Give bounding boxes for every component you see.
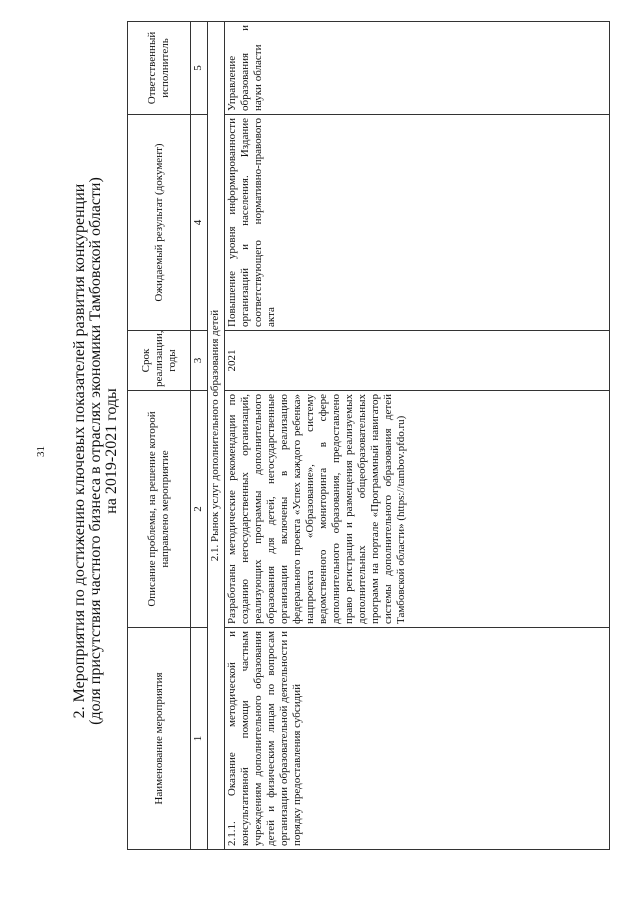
section-title: 2.1. Рынок услуг дополнительного образования детей xyxy=(208,22,225,850)
document-title xyxy=(72,26,120,876)
term-cell: 2021 xyxy=(225,331,610,391)
page-number: 31 xyxy=(35,446,47,457)
title-line-2: (доля присутствия частного бизнеса в отраслях экономики Тамбовской области) xyxy=(87,177,104,725)
header-name: Наименование мероприятия xyxy=(128,628,191,850)
header-problem: Описание проблемы, на решение которой направлено мероприятие xyxy=(128,391,191,628)
column-numbers-row xyxy=(191,22,208,850)
measure-name-cell: 2.1.1. Оказание методической и консультативной помощи частным учреждениям дополнительного образования детей и физическим лицам по вопросам организации образовательной деятельности и порядку предоставления субсидий xyxy=(225,628,610,850)
title-line-1: 2. Мероприятия по достижению ключевых показателей развития конкуренции xyxy=(71,183,88,719)
column-number: 2 xyxy=(191,391,208,628)
measures-table xyxy=(127,21,610,850)
expected-result-cell: Повышение уровня информированности организаций и населения. Издание соответствующего нормативно-правового акта xyxy=(225,115,610,331)
column-number: 3 xyxy=(191,331,208,391)
column-number: 5 xyxy=(191,22,208,115)
header-executor: Ответственный исполнитель xyxy=(128,22,191,115)
table-row xyxy=(225,22,610,850)
header-result: Ожидаемый результат (документ) xyxy=(128,115,191,331)
section-row xyxy=(208,22,225,850)
rotated-page-content xyxy=(72,26,607,876)
problem-description-cell: Разработаны методические рекомендации по созданию негосударственных организаций, реализующих программы дополнительного образования для детей, негосударственные организации включены в реализацию федерального проекта «Успех каждого ребенка» нацпроекта «Образование», систему ведомственного мониторинга в сфере дополнительного образования, предоставлено право регистрации и размещения реализуемых дополнительных общеобразовательных программ на портале «Программный навигатор системы дополнительного образования детей Тамбовской области» (https://tambov.pfdo.ru) xyxy=(225,391,610,628)
title-line-3: на 2019-2021 годы xyxy=(103,388,120,514)
header-term: Срок реализации, годы xyxy=(128,331,191,391)
header-row xyxy=(128,22,191,850)
column-number: 1 xyxy=(191,628,208,850)
executor-cell: Управление образования и науки области xyxy=(225,22,610,115)
column-number: 4 xyxy=(191,115,208,331)
